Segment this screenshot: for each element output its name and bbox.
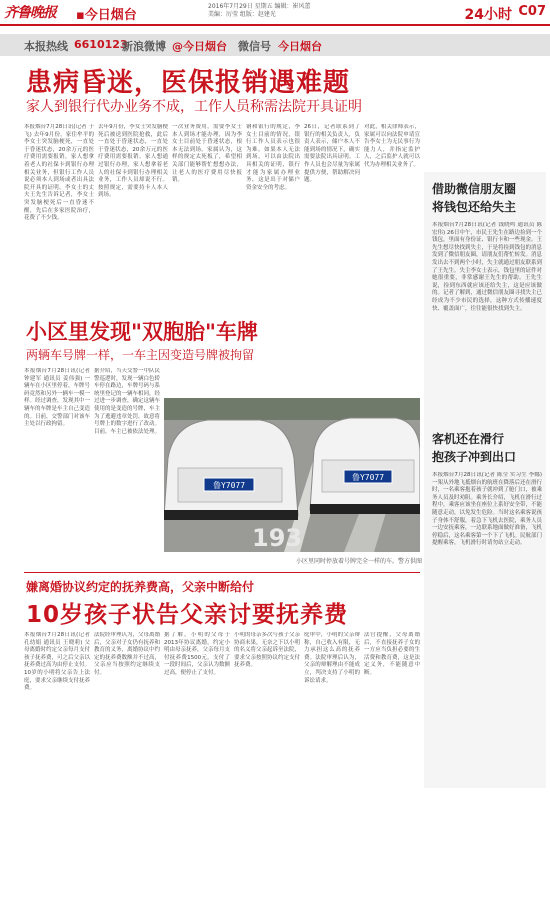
story3-kicker: 嫌离婚协议约定的抚养费高，父亲中断给付 [26,580,255,594]
page-number: C07 [518,4,546,19]
section-divider [24,572,420,573]
car-left [164,420,298,520]
sidebar-item2-title-line2: 抱孩子冲到出口 [432,450,517,464]
story3-body-col2: 法院经审理认为，父母离婚后，父亲对子女仍有抚养和教育的义务，离婚协议中约定的抚养费数额并不过高，父亲应当按照约定继续支付。 [94,632,160,676]
license-plate-right: 鲁Y7077 [351,473,385,482]
lead-body-col2: 去年9月份，李女士突发脑梗死后被送到医院抢救，此后一直处于昏迷状态，一直处于昏迷状态，20余万元的医疗费用需要报销。家人想通过银行办理，家人想拿着老人的社保卡到银行办理相关业务，工作人员却说不行。按照规定，需要持卡人本人到场。 [98,124,168,199]
car-right [310,418,420,514]
lead-body-col5: 26日，记者联系到了银行的相关负责人，负责人表示，储户本人不能到场的情况下，确实需要法院出具证明。工作人员也会尽量为家属提供方便，帮助解决问题。 [304,124,360,184]
wechat-label: 微信号 [238,40,271,53]
story2-headline: 小区里发现"双胞胎"车牌 [26,320,258,344]
hotline-label: 24小时 [464,7,512,23]
weibo-handle: @今日烟台 [172,40,227,53]
dateline: 2016年7月29日 星期五 编辑：崔风蕾 美编：厉莹 组版：赵建光 [208,3,311,18]
wechat-id: 今日烟台 [278,40,322,53]
lead-body-col3: 一次业务费用，需要李女士本人到场才能办理，因为李女士目前处于昏迷状态，根本无法到场。家属认为，这样的规定太死板了，希望相关部门能够帮忙想想办法，让老人的医疗费用尽快报销。 [172,124,242,184]
story3-body-col6: 法官提醒，父母离婚后，不直接抚养子女的一方应当负担必要的生活费和教育费，这是法定义务，不能随意中断。 [364,632,420,676]
sidebar-item1-title-line2: 将钱包还给失主 [432,200,517,214]
sidebar-item1-title-line1: 借助微信朋友圈 [432,182,517,196]
license-plate-left: 鲁Y7077 [212,481,246,490]
sidebar-item2-title-line1: 客机还在滑行 [432,432,505,446]
hotline-text-label: 本报热线 [24,40,68,53]
story3-body-col1: 本报烟台7月28日讯(记者 孔幼娟 通讯员 王晓莉) 父母离婚时约定父亲每月支付孩子抚养费，可之后父亲以抚养费过高为由停止支付。10岁的小明将父亲告上法庭，要求父亲继续支付抚养费。 [24,632,90,692]
lead-headline: 患病昏迷，医保报销遇难题 [26,68,351,98]
news-photo [164,398,420,552]
parking-lot-illustration [164,398,420,552]
newspaper-logo: 齐鲁晚报 [4,5,56,21]
masthead [0,0,550,26]
story2-body-col2: 据介绍，当天交警一中队民警巡逻时，发现一辆白色轿车停在路边，车牌号码与系统里登记的一辆车相同，经过进一步调查，确定这辆车使用的是变造的号牌，车主为了逃避违章处罚，故意将号牌上的数字进行了改动。目前，车主已被依法处理。 [94,368,160,435]
lead-body-col4: 钢和银行的规定，李女士目前的情况，银行工作人员表示也很为难，如果本人无法到场，可以由法院出具相关的证明，银行才能为家属办理业务，这是出于对储户资金安全的考虑。 [246,124,300,191]
hotline-number: 6610123 [74,38,128,51]
story3-headline: 10岁孩子状告父亲讨要抚养费 [26,602,349,628]
section-name: ▪今日烟台 [76,8,137,23]
sidebar-item1-body: 本报烟台7月28日讯(记者 钱晓鸣 通讯员 陈宏伟) 26日中午，市民王先生在路边捡到一个钱包，里面有身份证、银行卡和一些现金。王先生想尽快找到失主，于是将捡到钱包的消息发到了微信朋友圈，请朋友们帮忙转发。消息发出去不到两个小时，失主就通过朋友联系到了王先生。失主李女士表示，钱包里的证件对她很重要，非常感谢王先生的帮助。王先生说，捡到东西就应该还给失主，这是应该做的。记者了解到，通过微信朋友圈寻找失主已经成为不少市民的选择，这种方式传播速度快、覆盖面广，往往能很快找到失主。 [432,222,542,312]
story3-body-col4: 小明的母亲多次与孩子父亲协商未果，无奈之下以小明的名义将父亲起诉至法院，要求父亲按照协议约定支付抚养费。 [234,632,300,669]
weibo-label: 新浪微博 [122,40,166,53]
sidebar-item2-body: 本报烟台7月28日讯(记者 陈莹 实习生 李娜) 一架从外地飞抵烟台的航班在降落后还在滑行时，一名乘客抱着孩子就冲到了舱门口，被乘务人员及时劝阻。乘务长介绍，飞机在滑行过程中，乘客应该坐在座位上系好安全带，不能随意走动，以免发生危险。当时这名乘客说孩子身体不舒服，着急下飞机去医院，乘务人员一边安抚乘客，一边联系地面做好准备，飞机停稳后，这名乘客第一个下了飞机。民航部门提醒乘客，飞机滑行时请勿站立走动。 [432,472,542,547]
contact-bar [0,34,550,56]
lead-body-col1: 本报烟台7月28日讯(记者 于飞) 去年9月份，家住牟平的李女士突发脑梗死，一直处于昏迷状态，20余万元的医疗费用需要报销，家人想拿着老人的社保卡到银行办理相关业务，但银行工作人员说必须本人到场或者出具法院开具的证明。李女士的丈夫王先生告诉记者，李女士突发脑梗死后一直昏迷不醒，先后在多家医院治疗，花费了不少钱。 [24,124,94,222]
story3-body-col3: 据了解，小明的父母于2013年协议离婚，约定小明由母亲抚养，父亲每月支付抚养费1500元。支付了一段时间后，父亲认为数额过高，便停止了支付。 [164,632,230,676]
story2-body-col1: 本报烟台7月28日讯(记者 钟建军 通讯员 姜伟强) 一辆车在小区里停着，车牌号码竟然和另外一辆车一模一样。经过调查，发现其中一辆车的车牌是车主自己变造的。日前，交警部门对该车主处以行政拘留。 [24,368,90,428]
lead-subheadline: 家人到银行代办业务不成，工作人员称需法院开具证明 [26,99,362,115]
story2-subheadline: 两辆车号牌一样，一车主因变造号牌被拘留 [26,348,255,362]
story3-body-col5: 庭审中，小明的父亲辩称，自己收入有限，无力承担这么高的抚养费。法院审理后认为，父亲的辩解理由不能成立，判决支持了小明的诉讼请求。 [304,632,360,684]
lead-body-col6: 对此，相关律师表示，家属可以向法院申请宣告李女士为无民事行为能力人，并指定监护人，之后监护人就可以代为办理相关业务了。 [364,124,420,168]
parking-space-number: 193 [252,524,303,552]
photo-caption: 小区里同时停放着号牌完全一样的车。警方供图 [296,558,423,565]
